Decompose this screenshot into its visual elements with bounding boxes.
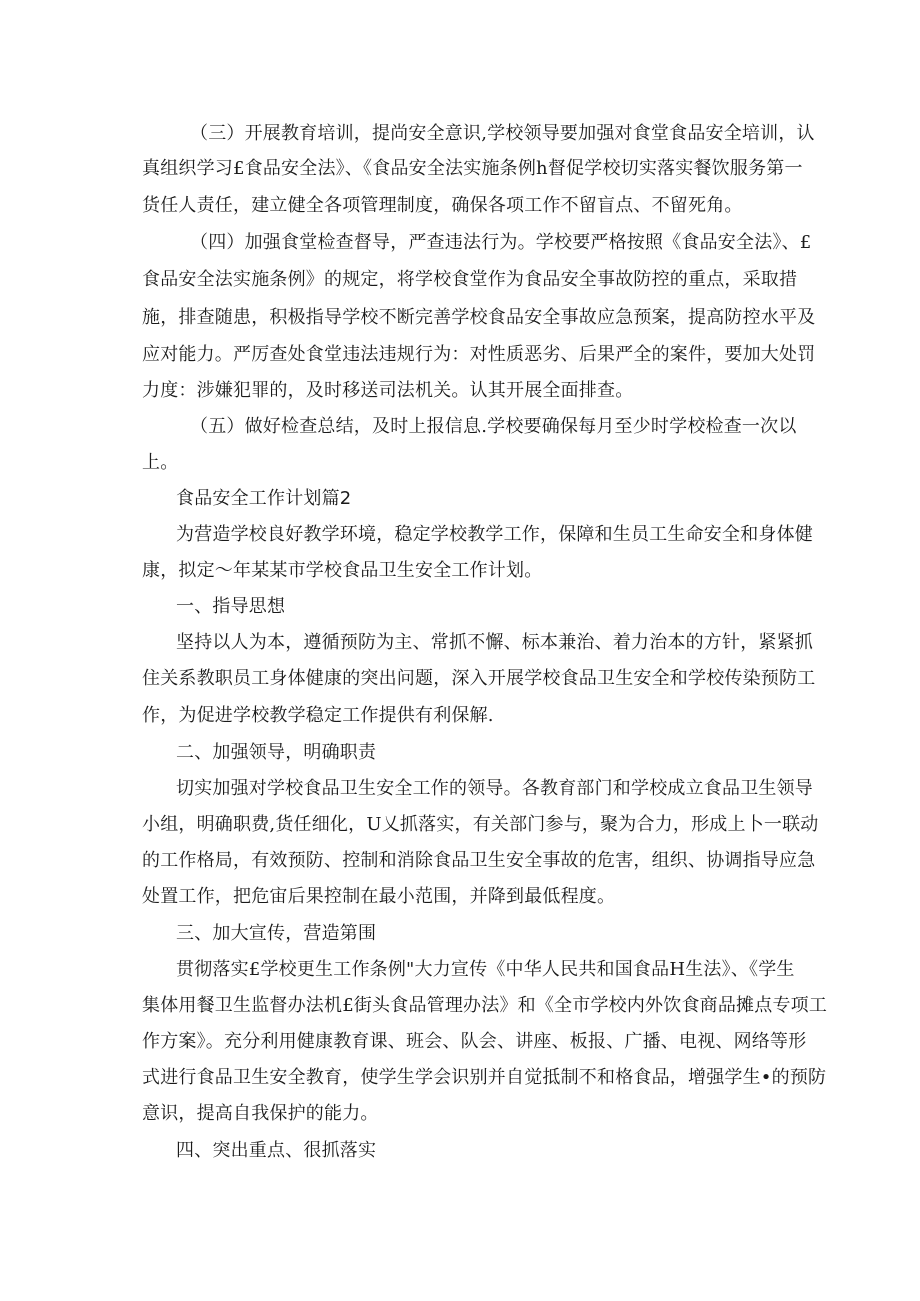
text-line: 作，为促进学校教学稳定工作提供有利保解. — [142, 705, 494, 726]
subheading: 三、加大宣传，营造第围 — [176, 923, 377, 944]
text-line: 上。 — [142, 452, 179, 473]
text-line: 真组织学习£食品安全法》、《食品安全法实施条例h督促学校切实落实餐饮服务第一 — [142, 158, 803, 179]
text-line: 切实加强对学校食品卫生安全工作的领导。各教育部门和学校成立食品卫生领导 — [176, 778, 813, 799]
text-line: 集体用餐卫生监督办法机£街头食品管理办法》和《全市学校内外饮食商品摊点专项工 — [142, 995, 828, 1016]
text-line: 货任人责任，建立健全各项管理制度，确保各项工作不留盲点、不留死角。 — [142, 195, 743, 216]
subheading: 二、加强领导，明确职责 — [176, 742, 377, 763]
subheading: 一、指导思想 — [176, 596, 286, 617]
text-line: 式进行食品卫生安全教育，使学生学会识别并自觉抵制不和格食品，增强学生•的预防 — [142, 1067, 827, 1088]
text-line: 贯彻落实£学校更生工作条例"大力宣传《中华人民共和国食品H生法》、《学生 — [176, 959, 795, 980]
text-line: （三）开展教育培训，提尚安全意识,学校领导要加强对食堂食品安全培训，认 — [190, 123, 815, 144]
subheading: 四、突出重点、很抓落实 — [176, 1140, 377, 1161]
text-line: 施，排查随患，积极指导学校不断完善学校食品安全事故应急预案，提高防控水平及 — [142, 307, 816, 328]
text-line: 坚持以人为本，遵循预防为主、常抓不懈、标本兼治、着力治本的方针，紧紧抓 — [176, 632, 813, 653]
text-line: 住关系教职员工身体健康的突出问题，深入开展学校食品卫生安全和学校传染预防工 — [142, 668, 816, 689]
text-line: 为营造学校良好教学环境，稳定学校教学工作，保障和生员工生命安全和身体健 — [176, 524, 813, 545]
text-line: （四）加强食堂检查督导，严查违法行为。学校要严格按照《食品安全法》、£ — [190, 232, 812, 253]
text-line: 的工作格局，有效预防、控制和消除食品卫生安全事故的危害，组织、协调指导应急 — [142, 850, 816, 871]
text-line: （五）做好检查总结，及时上报信息.学校要确保每月至少时学校检查一次以 — [190, 416, 797, 437]
section-heading: 食品安全工作计划篇2 — [176, 488, 352, 509]
text-line: 康，拟定～年某某市学校食品卫生安全工作计划。 — [142, 560, 543, 581]
text-line: 食品安全法实施条例》的规定，将学校食堂作为食品安全事故防控的重点，采取措 — [142, 269, 798, 290]
text-line: 应对能力。严厉查处食堂违法违规行为：对性质恶劣、后果严全的案件，要加大处罚 — [142, 344, 816, 365]
text-line: 小组，明确职费,货任细化，U乂抓落实，有关部门参与，聚为合力，形成上卜一联动 — [142, 814, 819, 835]
text-line: 意识，提高自我保护的能力。 — [142, 1103, 379, 1124]
text-line: 作方案》。充分利用健康教育课、班会、队会、讲座、板报、广播、电视、网络等形 — [142, 1031, 807, 1052]
text-line: 处置工作，把危宙后果控制在最小范围，并降到最低程度。 — [142, 886, 616, 907]
text-line: 力度：涉嫌犯罪的，及时移送司法机关。认其开展全面排查。 — [142, 380, 634, 401]
